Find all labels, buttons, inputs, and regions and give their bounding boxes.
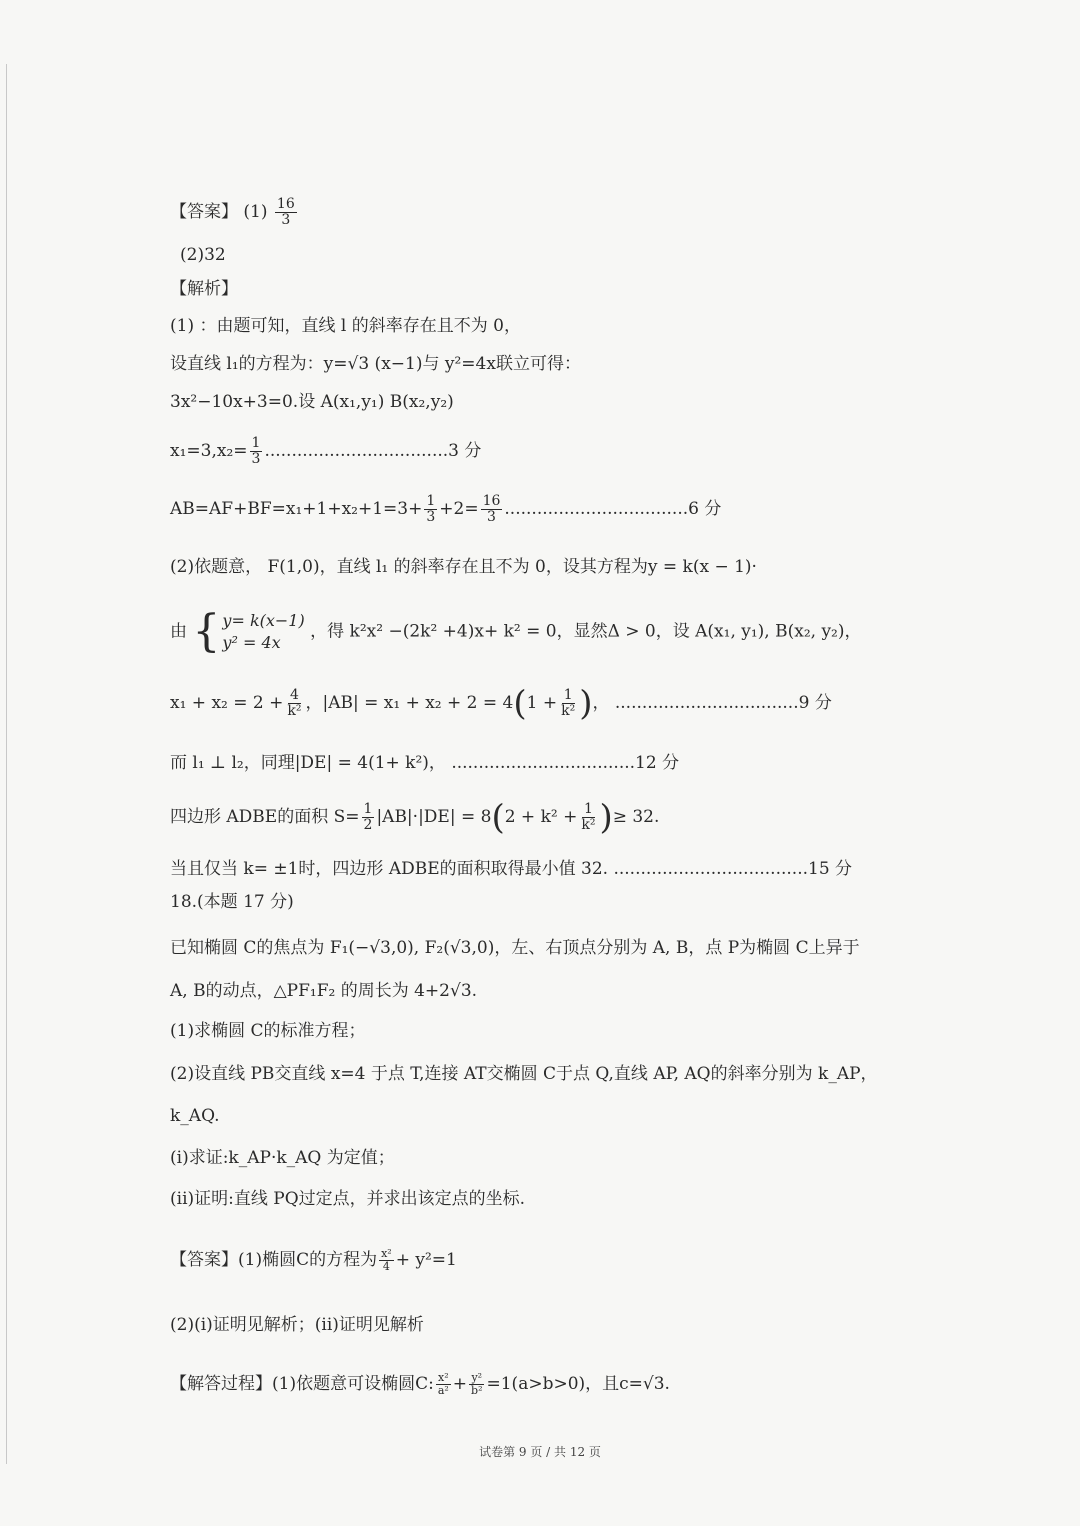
fraction-numerator: 1 <box>251 435 261 451</box>
fraction-numerator: 1 <box>583 801 593 817</box>
left-brace: { <box>192 606 221 657</box>
fraction-denominator: k² <box>287 703 302 719</box>
fraction-numerator: 16 <box>276 196 295 212</box>
text-segment: =1(a>b>0)，且c=√3. <box>486 1374 670 1394</box>
fraction-numerator: 1 <box>563 687 573 703</box>
text-segment: 四边形 ADBE的面积 S= <box>170 807 360 827</box>
p2-line-3 <box>170 683 832 724</box>
page-edge-line <box>6 64 7 1464</box>
score-dots: ， ..................................9 分 <box>592 693 832 713</box>
answer2-line-1 <box>170 1248 457 1273</box>
text-segment: (1)依题意可设椭圆C: <box>272 1374 434 1394</box>
fraction <box>436 1372 451 1397</box>
fraction-denominator: 2 <box>363 817 373 833</box>
fraction-denominator: b² <box>471 1384 483 1397</box>
fraction <box>469 1372 484 1397</box>
q18-part2-i: (i)求证:k_AP·k_AQ 为定值； <box>170 1148 395 1168</box>
answer-label: 【答案】 <box>170 1250 238 1270</box>
text-segment: AB=AF+BF=x₁+1+x₂+1=3+ <box>170 499 423 519</box>
fraction <box>579 802 597 833</box>
left-paren: ( <box>491 797 505 838</box>
fraction <box>559 688 577 719</box>
fraction-numerator: x² <box>438 1371 449 1384</box>
equation-row: y= k(x−1) <box>222 611 305 630</box>
fraction-numerator: 4 <box>289 687 299 703</box>
answer-part1-fraction <box>275 197 297 228</box>
text-segment: ，得 k²x² −(2k² +4)x+ k² = 0，显然Δ > 0，设 A(x₁, y₁), B(x₂, y₂)， <box>310 621 862 642</box>
fraction <box>285 688 303 719</box>
q18-title: 18.(本题 17 分) <box>170 892 294 912</box>
text-segment: 1 + <box>526 693 558 713</box>
fraction <box>424 494 437 525</box>
text-segment: +2= <box>439 499 479 519</box>
p2-line-6: 当且仅当 k= ±1时，四边形 ADBE的面积取得最小值 32. ....................................15 分 <box>170 859 853 879</box>
fraction <box>481 494 503 525</box>
p2-line-4: 而 l₁ ⊥ l₂，同理|DE| = 4(1+ k²)， ..................................12 分 <box>170 753 680 773</box>
score-dots: ..................................6 分 <box>504 499 722 519</box>
fraction <box>379 1248 394 1273</box>
solution-line <box>170 1372 670 1397</box>
q18-stem-1: 已知椭圆 C的焦点为 F₁(−√3,0), F₂(√3,0)，左、右顶点分别为 A, B，点 P为椭圆 C上异于 <box>170 938 860 958</box>
equation-system <box>192 606 305 657</box>
p1-line-1: (1) ：由题可知，直线 l 的斜率存在且不为 0， <box>170 316 521 336</box>
text-segment: ，|AB| = x₁ + x₂ + 2 = 4 <box>305 693 514 713</box>
fraction-numerator: 1 <box>363 801 373 817</box>
text-segment: 2 + k² + <box>504 807 578 827</box>
fraction-denominator: 4 <box>382 1260 390 1273</box>
fraction-numerator: 16 <box>482 493 501 509</box>
fraction <box>362 802 375 833</box>
fraction-numerator: 1 <box>426 493 436 509</box>
answer-label: 【答案】 <box>170 202 238 222</box>
p2-line-1: (2)依题意， F(1,0)，直线 l₁ 的斜率存在且不为 0，设其方程为y = k(x − 1)· <box>170 557 757 577</box>
solution-label: 【解答过程】 <box>170 1374 272 1394</box>
p1-line-4 <box>170 436 481 467</box>
p1-line-5 <box>170 494 721 525</box>
fraction-denominator: 3 <box>251 451 261 467</box>
q18-part1: (1)求椭圆 C的标准方程； <box>170 1021 366 1041</box>
analysis-label: 【解析】 <box>170 279 238 299</box>
text-segment: 由 <box>170 621 187 642</box>
text-segment: x₁ + x₂ = 2 + <box>170 693 284 713</box>
text-segment: |AB|·|DE| = 8 <box>376 807 492 827</box>
q18-stem-2: A, B的动点，△PF₁F₂ 的周长为 4+2√3. <box>170 981 478 1001</box>
equation-rows <box>222 610 304 654</box>
left-paren: ( <box>513 683 527 724</box>
answer-part1-prefix: (1) <box>243 202 268 222</box>
p1-line-2: 设直线 l₁的方程为：y=√3 (x−1)与 y²=4x联立可得： <box>170 354 581 374</box>
q18-part2-line-1: (2)设直线 PB交直线 x=4 于点 T,连接 AT交椭圆 C于点 Q,直线 AP, AQ的斜率分别为 k_AP， <box>170 1064 878 1084</box>
right-paren: ) <box>599 797 613 838</box>
p1-line-3: 3x²−10x+3=0.设 A(x₁,y₁) B(x₂,y₂) <box>170 392 454 412</box>
fraction-denominator: a² <box>437 1384 449 1397</box>
fraction-denominator: 3 <box>487 509 496 525</box>
answer-part2: (2)32 <box>180 245 226 265</box>
q18-part2-line-2: k_AQ. <box>170 1106 220 1126</box>
p2-line-2 <box>170 606 862 657</box>
answer2-line-2: (2)(i)证明见解析；(ii)证明见解析 <box>170 1315 424 1335</box>
fraction-denominator: k² <box>561 703 576 719</box>
q18-part2-ii: (ii)证明:直线 PQ过定点，并求出该定点的坐标. <box>170 1189 526 1209</box>
text-segment: x₁=3,x₂= <box>170 441 248 461</box>
text-segment: ≥ 32. <box>612 807 660 827</box>
fraction-denominator: 3 <box>426 509 436 525</box>
text-segment: (1)椭圆C的方程为 <box>238 1250 378 1270</box>
score-dots: ..................................3 分 <box>264 441 482 461</box>
fraction-denominator: k² <box>581 817 596 833</box>
p2-line-5 <box>170 797 660 838</box>
text-segment: + <box>452 1374 468 1394</box>
text-segment: + y²=1 <box>395 1250 457 1270</box>
fraction-numerator: y² <box>471 1371 483 1384</box>
fraction-numerator: x² <box>381 1247 392 1260</box>
equation-row: y² = 4x <box>222 633 281 652</box>
answer-line-1 <box>170 197 299 228</box>
fraction <box>250 436 263 467</box>
fraction-denominator: 3 <box>281 212 291 228</box>
right-paren: ) <box>579 683 593 724</box>
page-footer: 试卷第 9 页 / 共 12 页 <box>479 1445 601 1459</box>
